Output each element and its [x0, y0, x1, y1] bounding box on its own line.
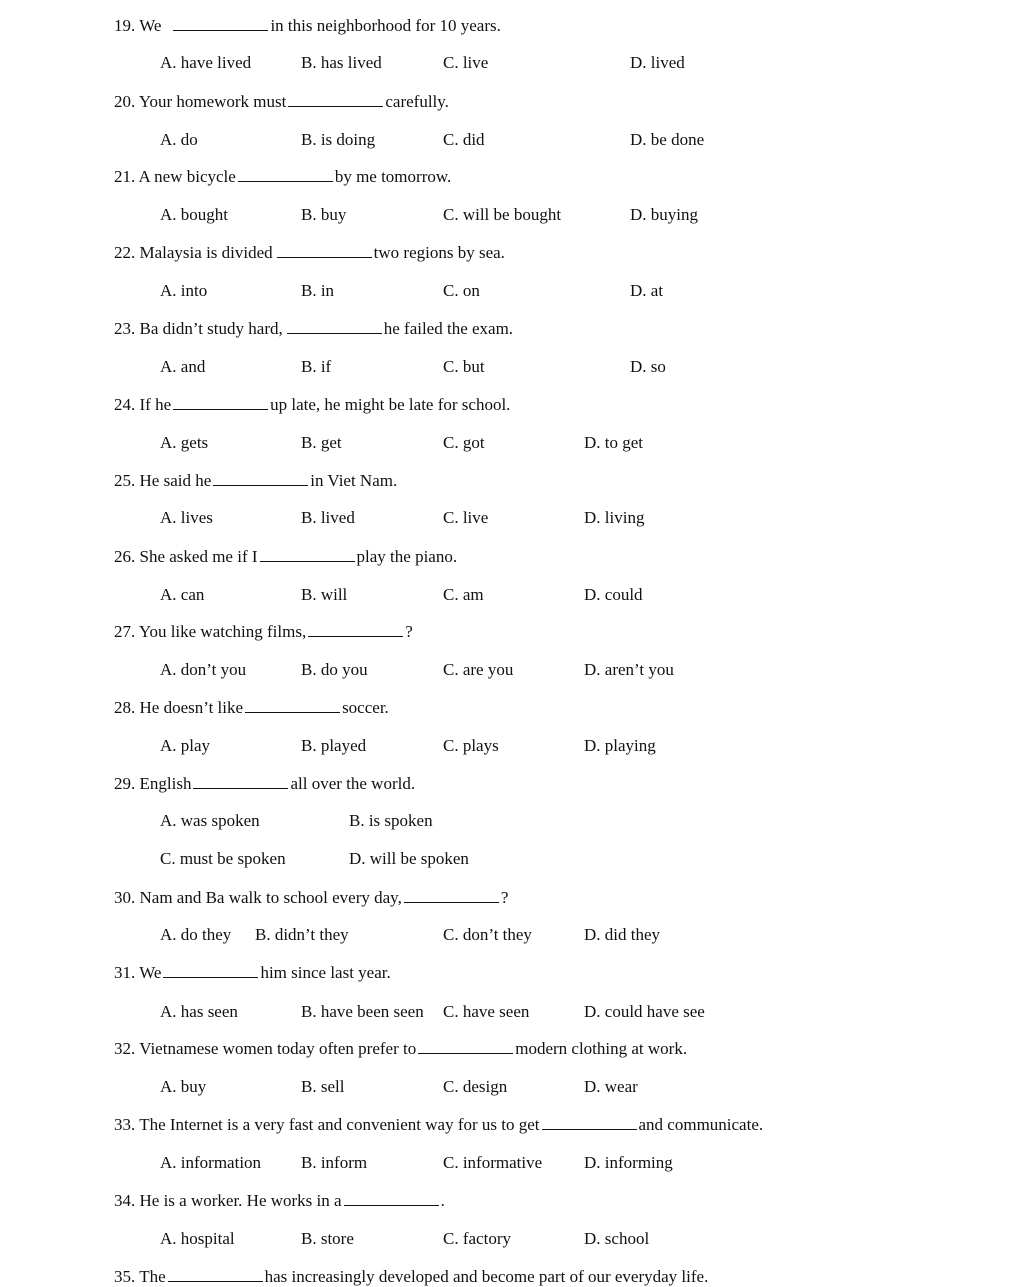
option-d: D. could have see	[584, 1002, 705, 1021]
option-b: B. buy	[301, 205, 347, 224]
answer-blank	[173, 16, 268, 31]
question-22	[114, 243, 505, 263]
question-34	[114, 1191, 445, 1211]
question-text: 35. The	[114, 1267, 166, 1286]
question-29	[114, 774, 415, 794]
option-d: D. lived	[630, 53, 685, 72]
option-d: D. could	[584, 585, 643, 604]
question-text: 24. If he	[114, 395, 172, 414]
question-33	[114, 1115, 763, 1135]
option-a: A. have lived	[160, 53, 252, 72]
option-d: D. to get	[584, 433, 644, 452]
option-d: D. be done	[630, 130, 705, 149]
option-b: B. have been seen	[301, 1002, 424, 1021]
answer-blank	[288, 92, 383, 107]
option-d: D. living	[584, 508, 645, 527]
option-a: A. do they	[160, 925, 232, 944]
option-d: D. wear	[584, 1077, 638, 1096]
option-b: B. if	[301, 357, 332, 376]
question-text-end: all over the world.	[290, 774, 416, 793]
question-32	[114, 1039, 687, 1059]
answer-blank	[308, 622, 403, 637]
option-c: C. but	[443, 357, 485, 376]
question-text: 33. The Internet is a very fast and convenient way for us to get	[114, 1115, 540, 1134]
option-b: B. has lived	[301, 53, 382, 72]
answer-blank	[238, 167, 333, 182]
question-23	[114, 319, 513, 339]
answer-blank	[404, 888, 499, 903]
question-text-end: in Viet Nam.	[310, 471, 398, 490]
option-b: B. do you	[301, 660, 368, 679]
option-a: A. gets	[160, 433, 209, 452]
question-text: 23. Ba didn’t study hard,	[114, 319, 283, 338]
question-19	[114, 16, 501, 36]
question-text: 27. You like watching films,	[114, 622, 307, 641]
question-text-end: ?	[500, 888, 509, 907]
option-a: A. into	[160, 281, 208, 300]
option-c: C. plays	[443, 736, 499, 755]
question-text: 21. A new bicycle	[114, 167, 236, 186]
question-text: 19. We	[114, 16, 162, 35]
option-c: C. factory	[443, 1229, 511, 1248]
option-b: B. get	[301, 433, 342, 452]
question-text-end: ?	[405, 622, 413, 641]
question-text-end: has increasingly developed and become part of our everyday life.	[264, 1267, 709, 1286]
option-d: D. buying	[630, 205, 698, 224]
answer-blank	[277, 243, 372, 258]
question-21	[114, 167, 451, 187]
question-28	[114, 698, 389, 718]
answer-blank	[163, 963, 258, 978]
option-b: B. lived	[301, 508, 355, 527]
question-text: 20. Your homework must	[114, 92, 287, 111]
option-a: A. information	[160, 1153, 262, 1172]
option-b: B. inform	[301, 1153, 368, 1172]
question-text-end: play the piano.	[356, 547, 458, 566]
option-a: A. buy	[160, 1077, 207, 1096]
option-c: C. design	[443, 1077, 508, 1096]
answer-blank	[245, 698, 340, 713]
answer-blank	[344, 1191, 439, 1206]
question-text-end: modern clothing at work.	[515, 1039, 688, 1058]
question-text-end: and communicate.	[638, 1115, 764, 1134]
option-c: C. don’t they	[443, 925, 532, 944]
option-c: C. live	[443, 508, 489, 527]
option-a: A. hospital	[160, 1229, 235, 1248]
option-c: C. on	[443, 281, 480, 300]
question-text: 34. He is a worker. He works in a	[114, 1191, 342, 1210]
question-text-end: by me tomorrow.	[334, 167, 452, 186]
option-b: B. is spoken	[349, 811, 433, 830]
question-27	[114, 622, 413, 642]
option-d: D. will be spoken	[349, 849, 469, 868]
option-b: B. will	[301, 585, 348, 604]
question-text: 31. We	[114, 963, 162, 982]
option-d: D. did they	[584, 925, 661, 944]
question-20	[114, 92, 449, 112]
option-a: A. has seen	[160, 1002, 238, 1021]
option-c: C. got	[443, 433, 485, 452]
question-24	[114, 395, 510, 415]
option-c: C. have seen	[443, 1002, 530, 1021]
option-c: C. live	[443, 53, 489, 72]
answer-blank	[287, 319, 382, 334]
answer-blank	[542, 1115, 637, 1130]
option-a: A. don’t you	[160, 660, 247, 679]
question-text-end: him since last year.	[260, 963, 391, 982]
question-text-end: soccer.	[342, 698, 389, 717]
question-text-end: up late, he might be late for school.	[270, 395, 511, 414]
question-text: 32. Vietnamese women today often prefer to	[114, 1039, 417, 1058]
question-text: 25. He said he	[114, 471, 212, 490]
question-text: 26. She asked me if I	[114, 547, 258, 566]
question-text-end: two regions by sea.	[373, 243, 505, 262]
question-text-end: .	[440, 1191, 445, 1210]
option-a: A. lives	[160, 508, 213, 527]
option-d: D. so	[630, 357, 666, 376]
option-a: A. play	[160, 736, 211, 755]
option-c: C. must be spoken	[160, 849, 286, 868]
question-text-end: in this neighborhood for 10 years.	[270, 16, 501, 35]
option-a: A. do	[160, 130, 198, 149]
option-d: D. playing	[584, 736, 656, 755]
option-b: B. played	[301, 736, 367, 755]
option-c: C. am	[443, 585, 484, 604]
option-c: C. are you	[443, 660, 514, 679]
question-text: 29. English	[114, 774, 192, 793]
option-c: C. did	[443, 130, 485, 149]
option-b: B. is doing	[301, 130, 376, 149]
option-b: B. in	[301, 281, 335, 300]
question-text: 22. Malaysia is divided	[114, 243, 273, 262]
answer-blank	[213, 471, 308, 486]
answer-blank	[260, 547, 355, 562]
question-30	[114, 888, 508, 908]
question-text-end: he failed the exam.	[383, 319, 514, 338]
option-a: A. was spoken	[160, 811, 260, 830]
answer-blank	[193, 774, 288, 789]
option-c: C. informative	[443, 1153, 543, 1172]
option-b: B. didn’t they	[255, 925, 349, 944]
answer-blank	[418, 1039, 513, 1054]
question-text: 30. Nam and Ba walk to school every day,	[114, 888, 402, 907]
option-d: D. aren’t you	[584, 660, 674, 679]
option-d: D. informing	[584, 1153, 673, 1172]
question-25	[114, 471, 397, 491]
question-text: 28. He doesn’t like	[114, 698, 244, 717]
option-b: B. store	[301, 1229, 354, 1248]
option-a: A. and	[160, 357, 206, 376]
option-b: B. sell	[301, 1077, 345, 1096]
answer-blank	[173, 395, 268, 410]
option-d: D. at	[630, 281, 664, 300]
question-35	[114, 1267, 708, 1287]
question-text-end: carefully.	[385, 92, 449, 111]
option-d: D. school	[584, 1229, 650, 1248]
option-c: C. will be bought	[443, 205, 562, 224]
question-31	[114, 963, 391, 983]
option-a: A. bought	[160, 205, 228, 224]
question-26	[114, 547, 457, 567]
option-a: A. can	[160, 585, 205, 604]
